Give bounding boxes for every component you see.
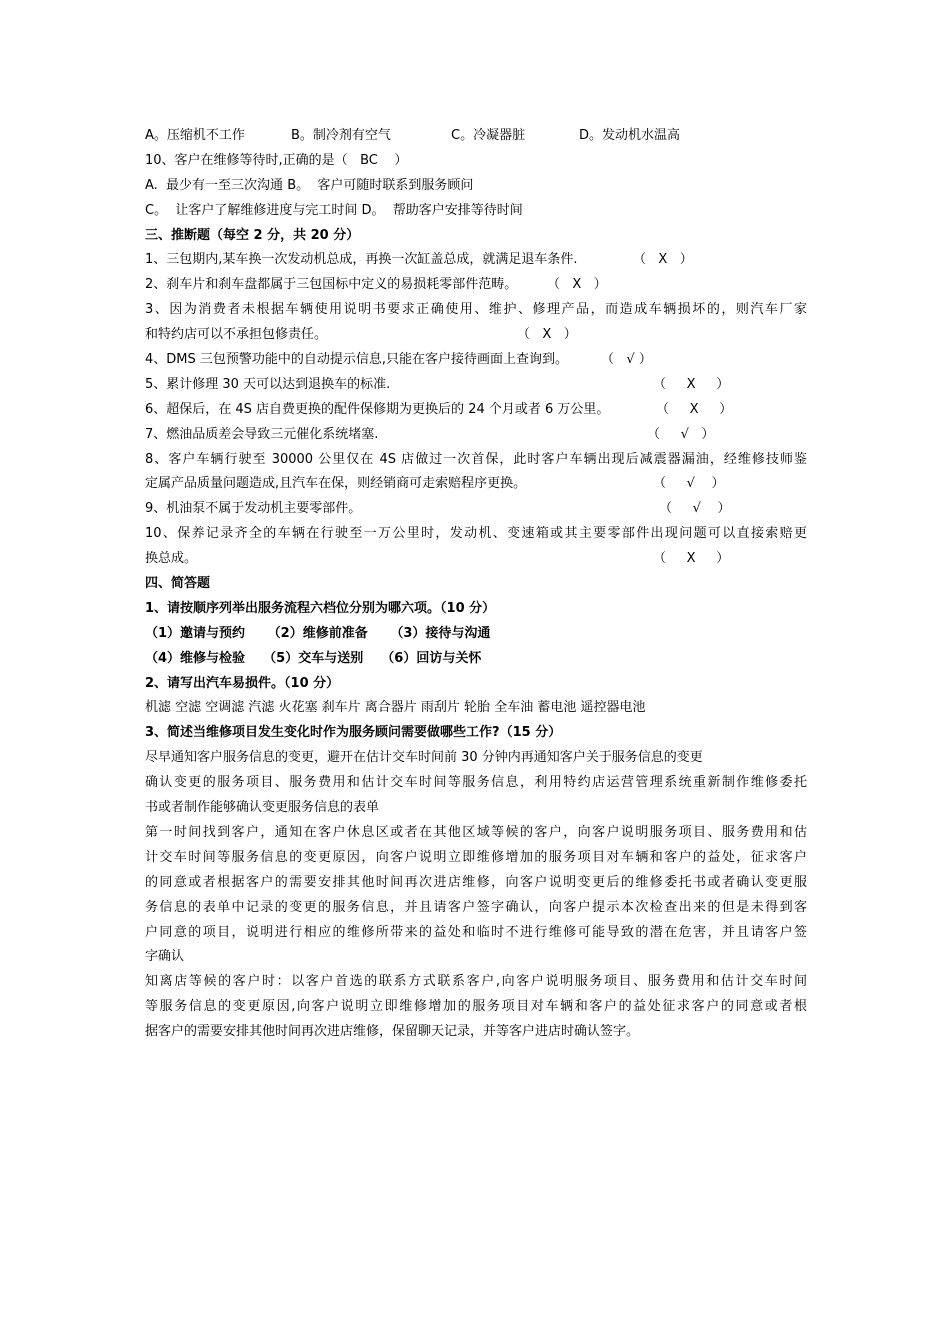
tf-item-text: 1、三包期内,某车换一次发动机总成，再换一次缸盖总成，就满足退车条件. (145, 252, 578, 268)
sa1-answer-row2: （4）维修与检验 （5）交车与送别 （6）回访与关怀 (145, 650, 482, 666)
section3-title: 三、推断题（每空 2 分，共 20 分） (145, 227, 360, 243)
sa3-line: 书或者制作能够确认变更服务信息的表单 (145, 800, 380, 816)
tf-item-answer: （ √ ） (659, 501, 731, 517)
tf-item-answer: （ X ） (547, 277, 607, 293)
q9-options (145, 124, 807, 149)
tf-item-text: 9、机油泵不属于发动机主要零部件。 (145, 501, 362, 517)
tf-item-text: 定属产品质量问题造成,且汽车在保，则经销商可走索赔程序更换。 (145, 476, 527, 492)
sa3-line: 计交车时间等服务信息的变更原因，向客户说明立即维修增加的服务项目对车辆和客户的益处，征求客户 (145, 849, 807, 865)
q9-option-d: D。发动机水温高 (579, 128, 681, 143)
tf-item-answer: （ √ ） (601, 352, 652, 368)
tf-item-8 (145, 472, 807, 497)
sa3-line: 第一时间找到客户，通知在客户休息区或者在其他区域等候的客户，向客户说明服务项目、服务费用和估 (145, 824, 807, 840)
sa3-line: 据客户的需要安排其他时间再次进店维修，保留聊天记录，并等客户进店时确认签字。 (145, 1024, 640, 1040)
tf-item-8-line1: 8、客户车辆行驶至 30000 公里仅在 4S 店做过一次首保，此时客户车辆出现后减震器漏油，经维修技师鉴 (145, 451, 807, 467)
sa3-line: 字确认 (145, 949, 185, 965)
tf-item-4 (145, 348, 807, 373)
sa2-title: 2、请写出汽车易损件。（10 分） (145, 675, 340, 691)
tf-item-10-line1: 10、保养记录齐全的车辆在行驶至一万公里时，发动机、变速箱或其主要零部件出现问题可以直接索赔更 (145, 526, 807, 542)
tf-item-text: 4、DMS 三包预警功能中的自动提示信息,只能在客户接待画面上查询到。 (145, 352, 569, 368)
tf-item-answer: （ X ） (653, 376, 730, 392)
section4-title: 四、简答题 (145, 576, 211, 592)
sa3-title: 3、简述当维修项目发生变化时作为服务顾问需要做哪些工作?（15 分） (145, 725, 562, 741)
q9-option-a: A。压缩机不工作 (145, 128, 245, 143)
sa1-answer-row1: （1）邀请与预约 （2）维修前准备 （3）接待与沟通 (145, 625, 491, 641)
tf-item-3-line1: 3、因为消费者未根据车辆使用说明书要求正确使用、维护、修理产品，而造成车辆损坏的，则汽车厂家 (145, 302, 807, 318)
tf-item-text: 5、累计修理 30 天可以达到退换车的标准. (145, 376, 391, 392)
tf-item-text: 2、刹车片和刹车盘都属于三包国标中定义的易损耗零部件范畴。 (145, 277, 518, 293)
sa3-line: 务信息的表单中记录的变更的服务信息，并且请客户签字确认，向客户提示本次检查出来的但是未得到客 (145, 899, 807, 915)
q10-stem: 10、客户在维修等待时,正确的是（ BC ） (145, 152, 408, 168)
tf-item-answer: （ X ） (656, 401, 733, 417)
sa3-line: 的同意或者根据客户的需要安排其他时间再次进店维修，向客户说明变更后的维修委托书或者确认变更服 (145, 874, 807, 890)
q10-options-cd: C。 让客户了解维修进度与完工时间 D。 帮助客户安排等待时间 (145, 202, 523, 218)
sa3-line: 知离店等候的客户时：以客户首选的联系方式联系客户,向客户说明服务项目、服务费用和估计交车时间 (145, 974, 807, 990)
tf-item-2 (145, 273, 807, 298)
tf-item-3 (145, 323, 807, 348)
document-page (145, 124, 807, 1045)
tf-item-answer: （ X ） (653, 551, 730, 567)
sa3-line: 确认变更的服务项目、服务费用和估计交车时间等服务信息，利用特约店运营管理系统重新制作维修委托 (145, 775, 807, 791)
sa2-answer: 机滤 空滤 空调滤 汽滤 火花塞 刹车片 离合器片 雨刮片 轮胎 全车油 蓄电池 遥控器电池 (145, 700, 646, 716)
tf-item-answer: （ √ ） (647, 426, 715, 442)
tf-item-answer: （ √ ） (653, 476, 725, 492)
tf-item-7 (145, 423, 807, 448)
tf-item-answer: （ X ） (633, 252, 693, 268)
sa3-line: 等服务信息的变更原因,向客户说明立即维修增加的服务项目对车辆和客户的益处征求客户的同意或者根 (145, 999, 807, 1015)
tf-item-9 (145, 497, 807, 522)
q9-option-c: C。冷凝器脏 (451, 128, 526, 143)
tf-item-text: 和特约店可以不承担包修责任。 (145, 327, 328, 343)
tf-item-5 (145, 373, 807, 398)
sa3-line: 户同意的项目，说明进行相应的维修所带来的益处和临时不进行维修可能导致的潜在危害，并且请客户签 (145, 924, 807, 940)
tf-item-6 (145, 398, 807, 423)
tf-item-answer: （ X ） (517, 327, 577, 343)
tf-item-1 (145, 248, 807, 273)
sa3-line: 尽早通知客户服务信息的变更，避开在估计交车时间前 30 分钟内再通知客户关于服务信息的变更 (145, 750, 703, 766)
tf-item-10 (145, 547, 807, 572)
q10-options-ab: A. 最少有一至三次沟通 B。 客户可随时联系到服务顾问 (145, 177, 474, 193)
tf-item-text: 换总成。 (145, 551, 198, 567)
q9-option-b: B。制冷剂有空气 (291, 128, 391, 143)
tf-item-text: 6、超保后，在 4S 店自费更换的配件保修期为更换后的 24 个月或者 6 万公里。 (145, 401, 610, 417)
tf-item-text: 7、燃油品质差会导致三元催化系统堵塞. (145, 426, 379, 442)
sa1-title: 1、请按顺序列举出服务流程六档位分别为哪六项。（10 分） (145, 600, 496, 616)
